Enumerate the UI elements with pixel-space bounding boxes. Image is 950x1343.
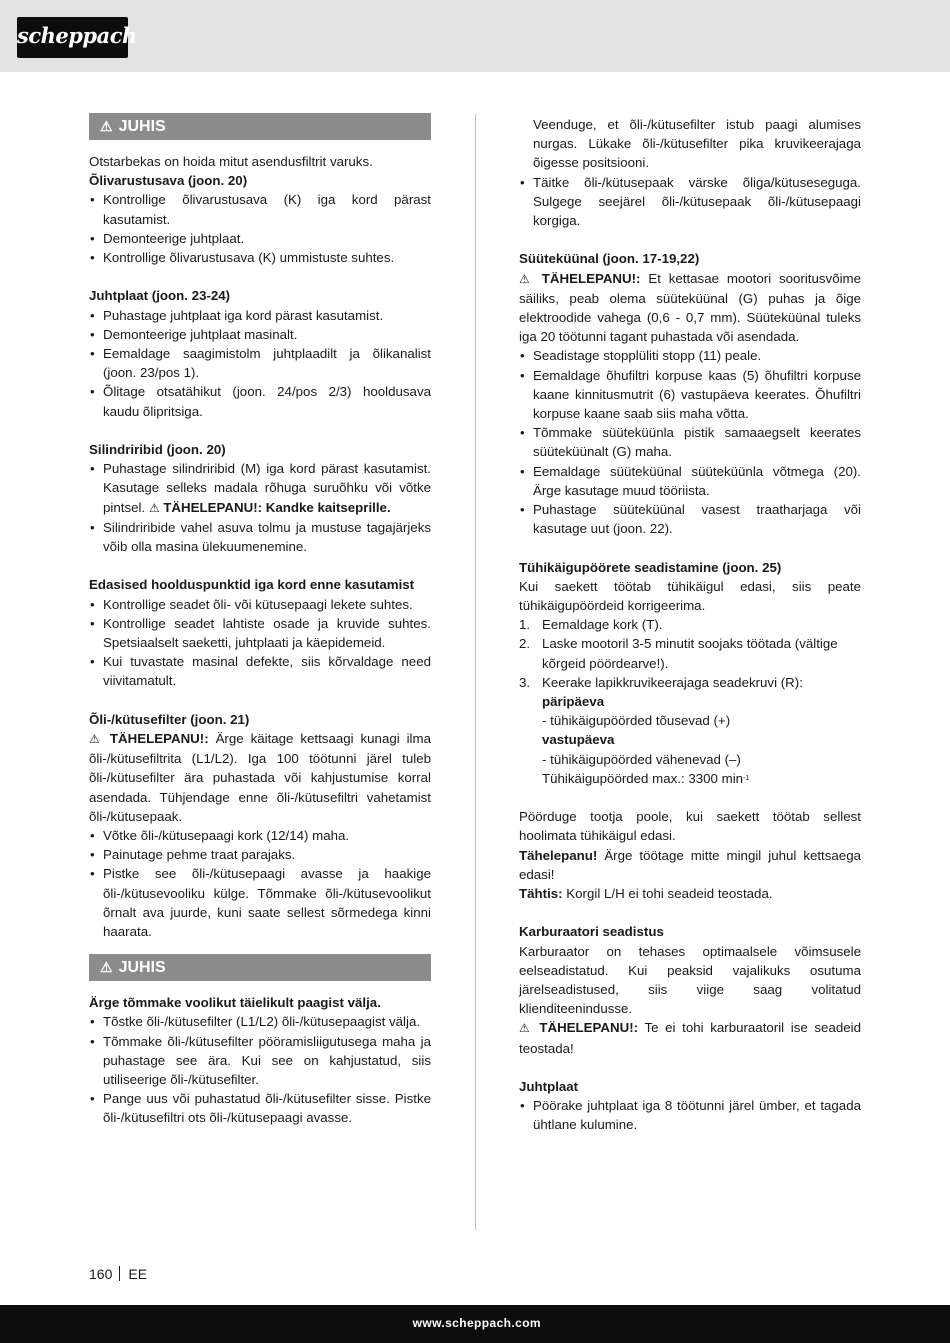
list-item: • Kontrollige seadet õli- või kütusepaagi lekete suhtes. [90,596,413,612]
list-item: • Pange uus või puhastatud õli-/kütusefilter sisse. Pistke õli-/kütusefiltri ots õli-/kütusepaagi avasse. [90,1091,431,1126]
list-item: • Pistke see õli-/kütusepaagi avasse ja haakige õli-/kütusevooliku külge. Tõmmake õli-/kütusevoolikut õrnalt ava juurde, kuni saate sellest sõrmedega kinni haarata. [90,866,431,940]
direction-label: vastupäeva [542,732,615,748]
section-heading: Ärge tõmmake voolikut täielikult paagist välja. [89,995,381,1011]
paragraph: Kui saekett töötab tühikäigul edasi, siis peate tühikäigupöördeid korrigeerima. [519,578,861,614]
intro-text: Otstarbekas on hoida mitut asendusfiltrit varuks. [89,154,373,169]
list-item: • Tõstke õli-/kütusefilter (L1/L2) õli-/kütusepaagist välja. [90,1014,421,1030]
list-item: • Silindriribide vahel asuva tolmu ja mustuse tagajärjeks võib olla masina ülekuumenemine. [90,519,431,555]
numbered-item: 3. Keerake lapikkruvikeerajaga seadekruvi (R): [519,674,803,690]
list-item: • Täitke õli-/kütusepaak värske õliga/kütuseseguga. Sulgege seejärel õli-/kütusepaak õli-/kütusepaagi korgiga. [520,174,861,229]
warning-triangle-icon: ⚠ [100,118,113,134]
list-item: • Eemaldage saagimistolm juhtplaadilt ja õlikanalist (joon. 23/pos 1). [90,346,431,381]
direction-label: päripäeva [542,694,605,710]
left-column [89,113,431,1128]
paragraph: Karburaator on tehases optimaalsele võimsusele eelseadistatud. Kui peaksid vajalikuks osutuma järelseadistused, siis viige saag volitatud klienditeenindusse. [519,943,861,1017]
important-paragraph: Tähtis: Korgil L/H ei tohi seadeid teostada. [519,886,773,902]
notice-box [89,113,431,140]
list-item: • Kontrollige õlivarustusava (K) ummistuste suhtes. [90,250,395,266]
list-item: • Puhastage süüteküünal vasest traatharjaga või kasutage uut (joon. 22). [520,502,861,537]
logo-text: scheppach [17,23,137,48]
list-item: • Tõmmake õli-/kütusefilter pööramisliigutusega maha ja puhastage see ära. Kui see on kahjustatud, siis utiliseerige õli-/kütusefilter. [90,1033,431,1088]
direction-text: - tühikäigupöörded vähenevad (–) [542,751,741,767]
list-item: • Demonteerige juhtplaat. [90,230,245,246]
section-heading: Karburaatori seadistus [519,924,664,940]
warning-paragraph: ⚠ TÄHELEPANU!: Et kettasae mootori sooritusvõime säiliks, peab olema süüteküünal (G) puhas ja õige elektroodide vahega (0,6 - 0,7 mm). Süüteküünal tuleks iga 20 töötunni tagant puhastada või asendada. [519,270,862,345]
warning-triangle-icon: ⚠ [519,1021,533,1036]
section-heading: Õli-/kütusefilter (joon. 21) [89,711,250,727]
section-heading: Edasised hoolduspunktid iga kord enne kasutamist [89,577,415,593]
list-item: • Võtke õli-/kütusepaagi kork (12/14) maha. [90,828,350,844]
numbered-item: 2. Laske mootoril 3-5 minutit soojaks töötada (vältige kõrgeid pöördearve!). [519,636,838,671]
page-number: 160 EE [89,1266,148,1282]
website-url: www.scheppach.com [412,1316,541,1330]
list-item: • Puhastage juhtplaat iga kord pärast kasutamist. [90,307,384,323]
section-heading: Süüteküünal (joon. 17-19,22) [519,251,700,267]
warning-paragraph: ⚠ TÄHELEPANU!: Ärge käitage kettsaagi kunagi ilma õli-/kütusefiltrita (L1/L2). Iga 100 töötunni järel tuleb õli-/kütusefilter ära puhastada või kahjustumise korral asendada. Tühjendage enne õli-/kütusefiltri vahetamist õli-/kütusepaak. [89,731,431,824]
list-item: • Kui tuvastate masinal defekte, siis kõrvaldage need viivitamatult. [90,654,431,689]
header-bar [0,0,950,72]
notice-label: JUHIS [118,118,166,135]
paragraph: Pöörduge tootja poole, kui saekett töötab sellest hoolimata tühikäigul edasi. [519,809,861,844]
list-item: • Õlitage otsatähikut (joon. 24/pos 2/3) hooldusava kaudu õlipritsiga. [90,384,431,419]
idle-max: Tühikäigupöörded max.: 3300 $\min^{-1}$ [542,770,750,786]
list-item: • Painutage pehme traat parajaks. [90,847,296,863]
continued-text: Veenduge, et õli-/kütusefilter istub paagi alumises nurgas. Lükake õli-/kütusefilter pika kruvikeerajaga õigesse positsiooni. [533,117,861,171]
warning-triangle-icon: ⚠ [519,271,534,286]
numbered-item: 1. Eemaldage kork (T). [519,617,663,633]
section-heading: Silindriribid (joon. 20) [89,442,226,458]
list-item: • Tõmmake süüteküünla pistik samaaegselt keerates süüteküünalt (G) maha. [520,425,861,460]
list-item: • Kontrollige õlivarustusava (K) iga kord pärast kasutamist. [90,192,431,227]
warning-triangle-icon: ⚠ [100,959,113,976]
direction-text: - tühikäigupöörded tõusevad (+) [542,713,731,729]
list-item: • Eemaldage süüteküünal süüteküünla võtmega (20). Ärge kasutage muud tööriista. [520,463,861,498]
section-heading: Juhtplaat (joon. 23-24) [89,288,231,304]
list-item: • Kontrollige seadet lahtiste osade ja kruvide suhtes. Spetsiaalselt saeketti, juhtplaati ja käepidemeid. [90,615,431,651]
column-divider [475,114,476,1230]
attention-paragraph: Tähelepanu! Ärge töötage mitte mingil juhul kettsaega edasi! [519,847,861,882]
section-heading: Õlivarustusava (joon. 20) [89,173,248,189]
right-column [519,115,861,1135]
section-heading: Juhtplaat [519,1079,579,1095]
scheppach-logo [17,17,137,58]
footer-bar [0,1305,950,1343]
list-item: • Seadistage stopplüliti stopp (11) peale. [520,348,762,364]
section-heading: Tühikäigupöörete seadistamine (joon. 25) [519,559,782,575]
notice-box [89,954,431,981]
list-item: • Puhastage silindriribid (M) iga kord pärast kasutamist. Kasutage selleks madala rõhuga suruõhku või võtke pintsel. ⚠ TÄHELEPANU!: Kandke kaitseprille. [90,461,431,515]
warning-triangle-icon: ⚠ [148,500,160,515]
list-item: • Pöörake juhtplaat iga 8 töötunni järel ümber, et tagada ühtlane kulumine. [520,1098,861,1133]
notice-label: JUHIS [118,959,166,977]
warning-triangle-icon: ⚠ [89,732,103,747]
list-item: • Demonteerige juhtplaat masinalt. [90,326,298,342]
warning-paragraph: ⚠ TÄHELEPANU!: Te ei tohi karburaatoril ise seadeid teostada! [519,1020,861,1056]
list-item: • Eemaldage õhufiltri korpuse kaas (5) õhufiltri korpuse kaane kinnitusmutrit (6) vastupäeva keerates. Õhufiltri korpuse kaane saab siis maha võtta. [520,367,861,422]
